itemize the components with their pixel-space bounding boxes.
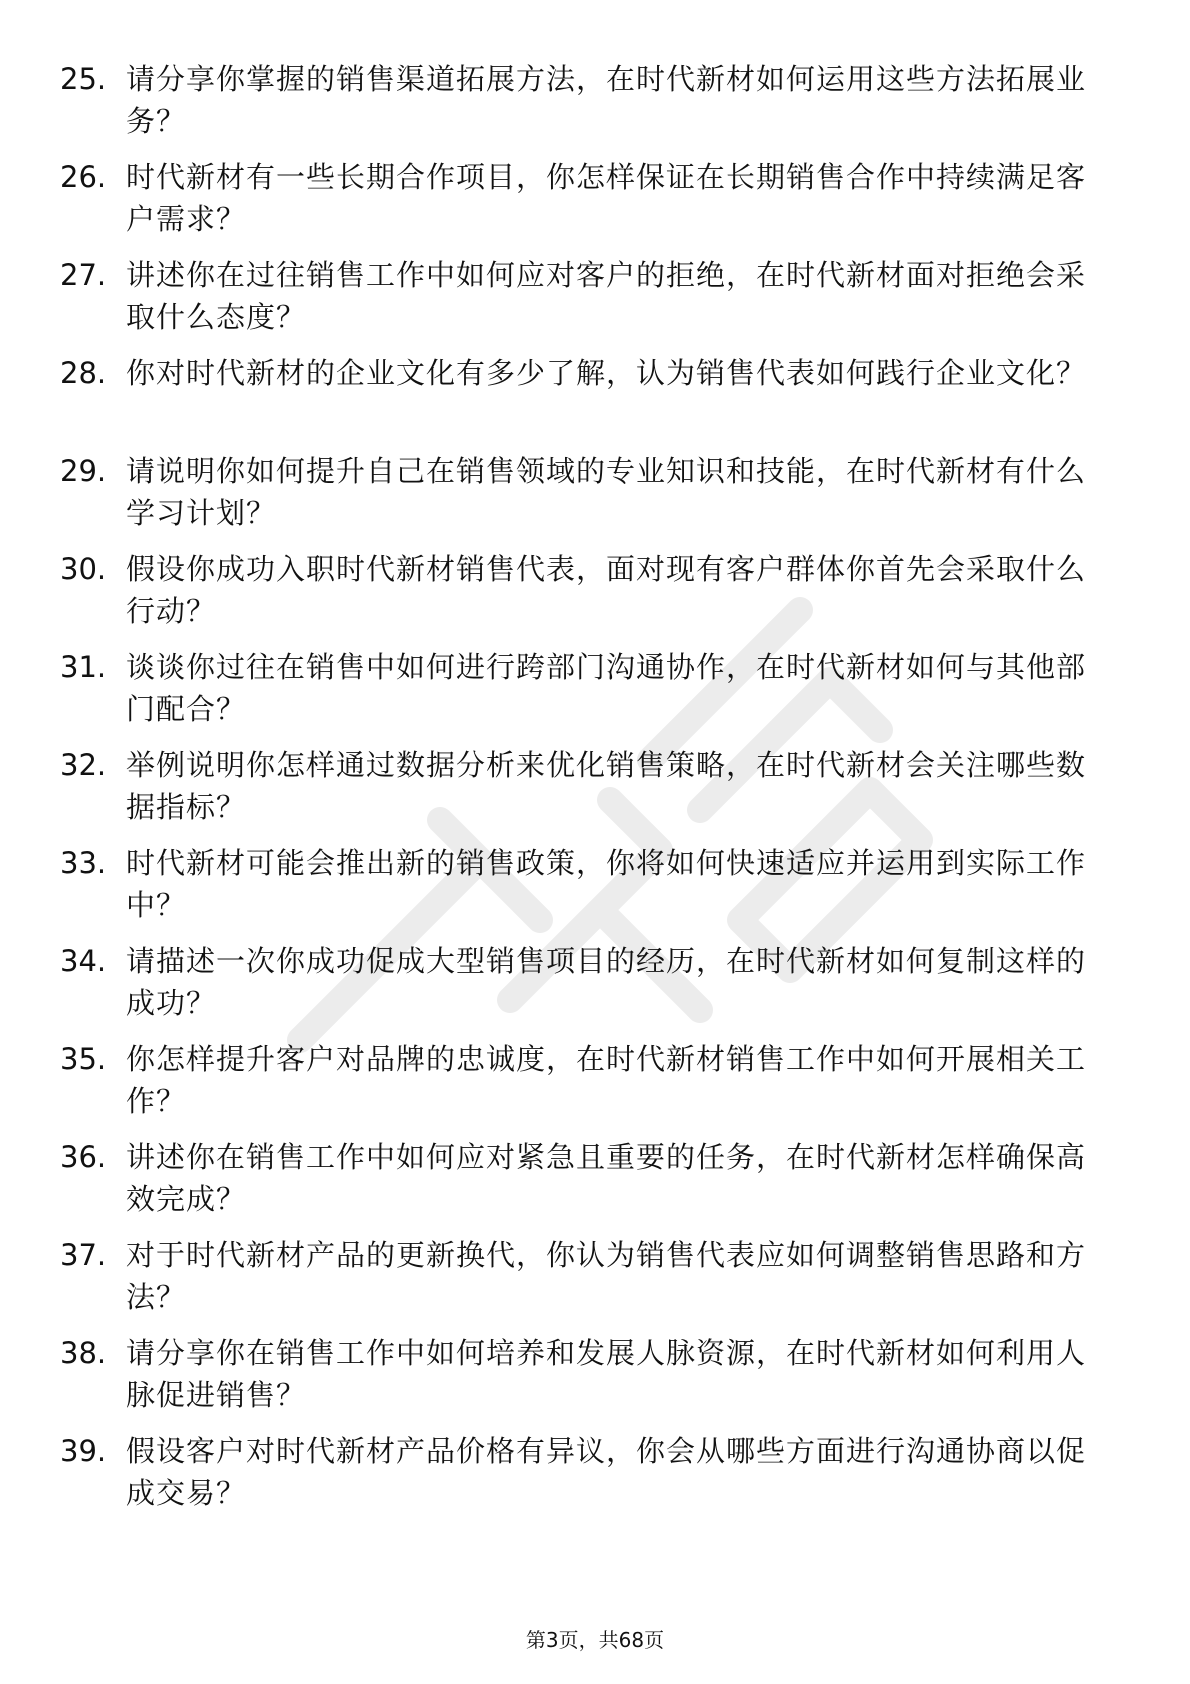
question-item [60,1234,1120,1332]
question-text: 时代新材可能会推出新的销售政策，你将如何快速适应并运用到实际工作中？ [126,846,1087,922]
question-number: 30. [60,552,107,586]
question-item [60,940,1120,1038]
question-text: 你怎样提升客户对品牌的忠诚度，在时代新材销售工作中如何开展相关工作？ [126,1042,1087,1118]
question-text: 请分享你在销售工作中如何培养和发展人脉资源，在时代新材如何利用人脉促进销售？ [126,1336,1087,1412]
question-number: 37. [60,1238,107,1272]
question-item [60,254,1120,352]
question-item [60,842,1120,940]
question-number: 31. [60,650,107,684]
question-number: 26. [60,160,107,194]
question-text: 请描述一次你成功促成大型销售项目的经历，在时代新材如何复制这样的成功？ [126,944,1087,1020]
question-number: 34. [60,944,107,978]
question-item [60,548,1120,646]
question-item [60,58,1120,156]
question-number: 29. [60,454,107,488]
question-number: 39. [60,1434,107,1468]
question-item [60,352,1120,450]
question-text: 对于时代新材产品的更新换代，你认为销售代表应如何调整销售思路和方法？ [126,1238,1087,1314]
question-text: 请分享你掌握的销售渠道拓展方法，在时代新材如何运用这些方法拓展业务？ [126,62,1087,138]
question-number: 38. [60,1336,107,1370]
question-text: 请说明你如何提升自己在销售领域的专业知识和技能，在时代新材有什么学习计划？ [126,454,1087,530]
question-text: 你对时代新材的企业文化有多少了解，认为销售代表如何践行企业文化？ [126,356,1087,390]
question-item [60,744,1120,842]
question-text: 假设客户对时代新材产品价格有异议，你会从哪些方面进行沟通协商以促成交易？ [126,1434,1087,1510]
question-text: 时代新材有一些长期合作项目，你怎样保证在长期销售合作中持续满足客户需求？ [126,160,1087,236]
question-number: 33. [60,846,107,880]
question-number: 36. [60,1140,107,1174]
question-number: 32. [60,748,107,782]
page-footer [0,1626,1190,1654]
question-item [60,1038,1120,1136]
question-list [60,58,1120,1528]
question-number: 27. [60,258,107,292]
question-item [60,1136,1120,1234]
question-text: 举例说明你怎样通过数据分析来优化销售策略，在时代新材会关注哪些数据指标？ [126,748,1087,824]
question-item [60,450,1120,548]
question-text: 讲述你在销售工作中如何应对紧急且重要的任务，在时代新材怎样确保高效完成？ [126,1140,1087,1216]
question-item [60,156,1120,254]
question-text: 谈谈你过往在销售中如何进行跨部门沟通协作，在时代新材如何与其他部门配合？ [126,650,1087,726]
question-item [60,1430,1120,1528]
question-text: 假设你成功入职时代新材销售代表，面对现有客户群体你首先会采取什么行动？ [126,552,1087,628]
page-number-label: 第3页，共68页 [525,1628,665,1652]
question-number: 28. [60,356,107,390]
question-number: 25. [60,62,107,96]
question-number: 35. [60,1042,107,1076]
question-item [60,646,1120,744]
question-item [60,1332,1120,1430]
question-text: 讲述你在过往销售工作中如何应对客户的拒绝，在时代新材面对拒绝会采取什么态度？ [126,258,1087,334]
